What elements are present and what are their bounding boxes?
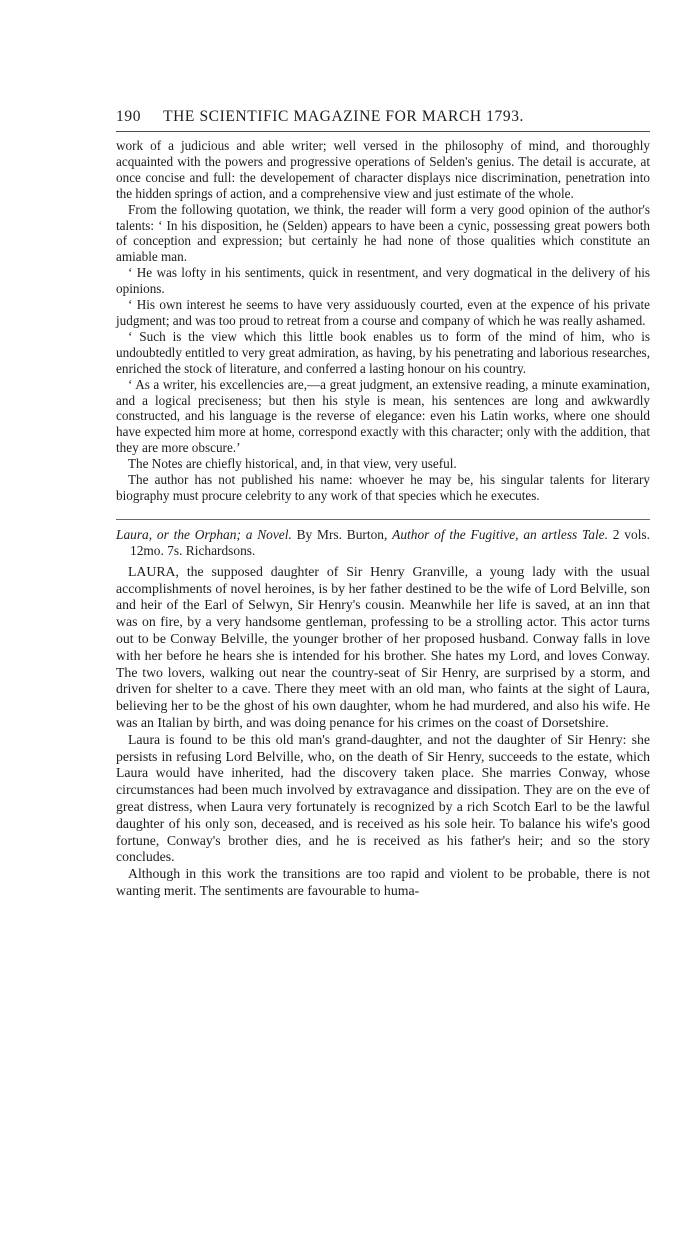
paragraph: ‘ His own interest he seems to have very assiduously courted, even at the expence of his private judgment; and was too proud to retreat from a course and company of which he was really ashamed. [116,297,650,328]
review-laura [116,564,650,900]
paragraph: The Notes are chiefly historical, and, in that view, very useful. [128,456,457,472]
paragraph: ‘ As a writer, his excellencies are,—a great judgment, an extensive reading, a minute examination, and a logical preciseness; but then his style is mean, his sentences are long and awkwardly constructed, and his language is the reverse of elegance: even his Latin works, where one should have expected him more at home, correspond exactly with this character; only with the addition, that they are more obscure.’ [116,376,650,456]
paragraph: ‘ He was lofty in his sentiments, quick in resentment, and very dogmatical in the delivery of his opinions. [116,265,650,297]
author-credit: Author of the Fugitive, an artless Tale. [392,526,608,542]
page-number: 190 [116,108,142,125]
header-rule [116,131,650,132]
review-selden [116,138,650,504]
paragraph: Laura is found to be this old man's grand-daughter, and not the daughter of Sir Henry: she persists in refusing Lord Belville, who, on the death of Sir Henry, succeeds to the estate, which Laura would have inherited, had the discovery taken place. She marries Conway, whose circumstances had been much involved by extravagance and dissipation. They are on the eve of great distress, when Laura very fortunately is recognized by a rich Scotch Earl to be the lawful daughter of his only son, deceased, and is received as his sole heir. To balance his wife's good fortune, Conway's brother dies, and he is received as his father's heir; and so the story concludes. [116,731,650,865]
paragraph: Although in this work the transitions are too rapid and violent to be probable, there is not wanting merit. The sentiments are favourable to huma- [116,866,650,898]
review-title [116,527,650,559]
running-title: THE SCIENTIFIC MAGAZINE FOR MARCH 1793. [163,108,525,125]
running-header [116,108,650,126]
paragraph: From the following quotation, we think, the reader will form a very good opinion of the author's talents: ‘ In his disposition, he (Selden) appears to have been a cynic, possessing great powers both of conception and expression; but certainly he had none of those qualities which constitute an amiable man. [116,201,650,265]
book-details: 2 vols. 12mo. 7s. Richardsons. [130,526,650,558]
section-divider [116,519,650,520]
book-author: By Mrs. Burton, [296,526,388,542]
paragraph: LAURA, the supposed daughter of Sir Henry Granville, a young lady with the usual accomplishments of novel heroines, is by her father destined to be the wife of Lord Belville, son and heir of the Earl of Selwyn, Sir Henry's cousin. Meanwhile her life is saved, at an inn that was on fire, by a very handsome gentleman, professing to be a strolling actor. This actor turns out to be Conway Belville, the younger brother of her proposed husband. Conway falls in love with her before he hears she is intended for his brother. She hates my Lord, and loves Conway. The two lovers, walking out near the country-seat of Sir Henry, are surprised by a storm, and driven for shelter to a cave. There they meet with an old man, who faints at the sight of Laura, believing her to be the ghost of his own daughter, whom he had murdered, and also his wife. He was an Italian by birth, and was doing penance for his crimes on the coast of Dorsetshire. [116,563,650,731]
page [116,108,650,900]
paragraph: ‘ Such is the view which this little book enables us to form of the mind of him, who is undoubtedly entitled to very great admiration, as having, by his penetrating and laborious researches, enriched the stock of literature, and conferred a lasting honour on his country. [116,328,650,376]
paragraph: work of a judicious and able writer; well versed in the philosophy of mind, and thoroughly acquainted with the powers and progressive operations of Selden's genius. The detail is accurate, at once concise and full: the developement of character displays nice discrimination, penetration into the hidden springs of action, and a comprehensive view and just estimate of the whole. [116,138,650,201]
book-title: Laura, or the Orphan; a Novel. [116,526,292,542]
paragraph: The author has not published his name: whoever he may be, his singular talents for literary biography must procure celebrity to any work of that species which he executes. [116,472,650,503]
